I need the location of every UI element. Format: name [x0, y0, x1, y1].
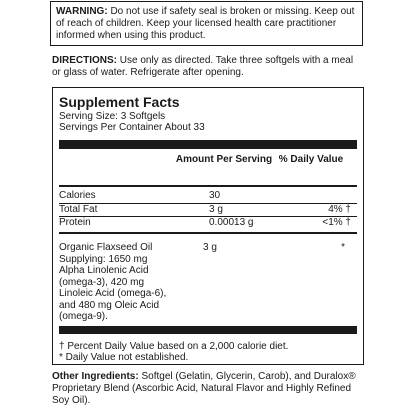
- nutrient-row-total-fat: [59, 204, 357, 216]
- nutrient-name: Protein: [59, 217, 91, 228]
- warning-label: WARNING:: [56, 6, 108, 17]
- directions-text: Use only as directed. Take three softgels with a meal or glass of water. Refrigerate after opening.: [52, 55, 354, 78]
- nutrient-dv: 4% †: [328, 204, 351, 215]
- other-ingredients: [52, 371, 364, 407]
- nutrient-name: Total Fat: [59, 204, 98, 215]
- facts-divider-bottom: [59, 326, 357, 334]
- other-ingredients-label: Other Ingredients:: [52, 371, 139, 382]
- supplement-facts-panel: [52, 87, 364, 365]
- facts-footnotes: [59, 341, 357, 363]
- servings-per-container: Servings Per Container About 33: [59, 122, 205, 133]
- nutrient-amount: 30: [209, 190, 221, 201]
- flaxseed-amount: 3 g: [203, 242, 217, 253]
- header-amount-per-serving: Amount Per Serving: [175, 154, 273, 165]
- serving-size: Serving Size: 3 Softgels: [59, 111, 166, 122]
- nutrient-row-protein: [59, 217, 357, 229]
- other-ingredients-text: Softgel (Gelatin, Glycerin, Carob), and Duralox® Proprietary Blend (Ascorbic Acid, Natural Flavor and Highly Refined Soy Oil).: [52, 371, 356, 406]
- flaxseed-dv: *: [341, 242, 345, 253]
- directions-label: DIRECTIONS:: [52, 55, 117, 66]
- nutrient-amount: 3 g: [209, 204, 223, 215]
- nutrient-row-calories: [59, 190, 357, 202]
- facts-divider-top: [59, 140, 357, 149]
- supplement-facts-title: Supplement Facts: [59, 94, 180, 110]
- header-rule: [59, 185, 357, 187]
- header-daily-value: % Daily Value: [278, 154, 344, 165]
- flaxseed-oil-description: Organic Flaxseed Oil Supplying: 1650 mg Alpha Linolenic Acid (omega-3), 420 mg Linoleic Acid (omega-6), and 480 mg Oleic Acid (omega-9).: [59, 242, 167, 322]
- warning-box: [50, 1, 363, 46]
- footnote-daily-value: † Percent Daily Value based on a 2,000 calorie diet.: [59, 341, 289, 352]
- section-rule: [59, 232, 357, 234]
- directions: [52, 55, 364, 79]
- nutrient-name: Calories: [59, 190, 96, 201]
- nutrient-dv: <1% †: [322, 217, 351, 228]
- footnote-not-established: * Daily Value not established.: [59, 352, 189, 363]
- warning-text: Do not use if safety seal is broken or missing. Keep out of reach of children. Keep your licensed health care practitioner informed when using this product.: [56, 6, 355, 41]
- nutrient-amount: 0.00013 g: [209, 217, 254, 228]
